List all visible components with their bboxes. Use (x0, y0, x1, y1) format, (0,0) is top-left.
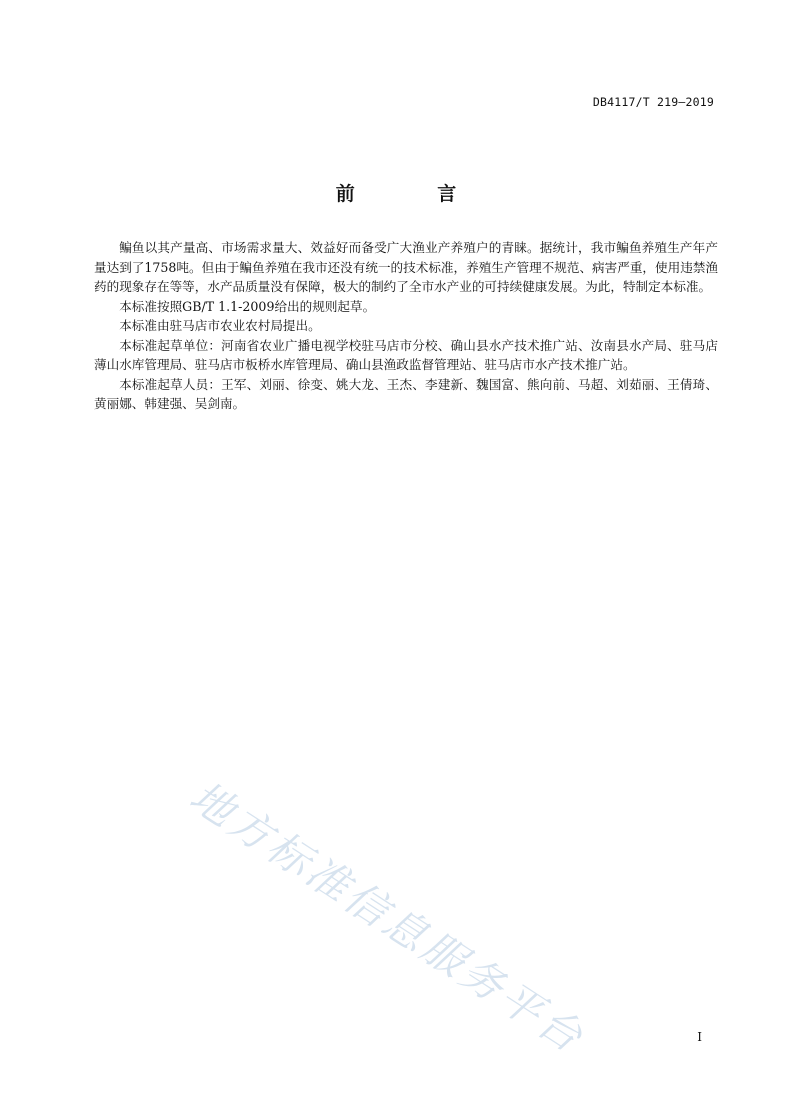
document-code: DB4117/T 219—2019 (592, 95, 714, 109)
section-title: 前 言 (335, 183, 495, 205)
foreword-paragraph-proposer: 本标准由驻马店市农业农村局提出。 (119, 318, 321, 333)
foreword-body (94, 238, 718, 414)
foreword-paragraph-intro: 鳊鱼以其产量高、市场需求量大、效益好而备受广大渔业产养殖户的青睐。据统计，我市鳊鱼养殖生产年产量达到了1758吨。但由于鳊鱼养殖在我市还没有统一的技术标准，养殖生产管理不规范、病害严重，使用违禁渔药的现象存在等等，水产品质量没有保障，极大的制约了全市水产业的可持续健康发展。为此，特制定本标准。 (94, 240, 718, 294)
page-number: I (697, 1030, 702, 1044)
watermark: 地方标准信息服务平台 (181, 771, 594, 1064)
foreword-paragraph-drafting-rules: 本标准按照GB/T 1.1-2009给出的规则起草。 (119, 298, 376, 314)
foreword-paragraph-drafters: 本标准起草人员：王军、刘丽、徐变、姚大龙、王杰、李建新、魏国富、熊向前、马超、刘茹丽、王倩琦、黄丽娜、韩建强、吴剑南。 (94, 376, 718, 411)
foreword-paragraph-drafting-units: 本标准起草单位：河南省农业广播电视学校驻马店市分校、确山县水产技术推广站、汝南县水产局、驻马店薄山水库管理局、驻马店市板桥水库管理局、确山县渔政监督管理站、驻马店市水产技术推广站。 (94, 337, 718, 372)
